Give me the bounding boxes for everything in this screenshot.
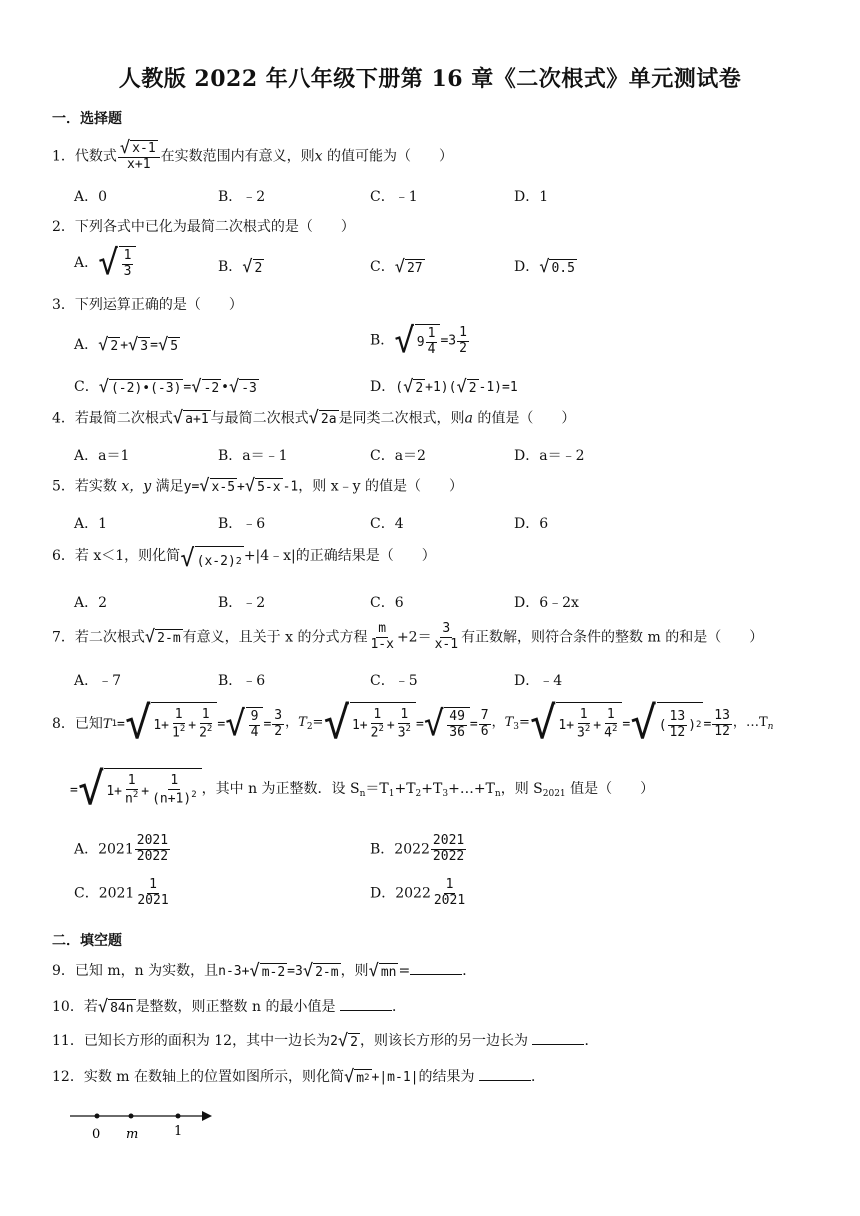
question-9: 9．已知 m，n 为实数，且n-3+ √ m-2 =3 √ 2-m ，则 √ mn = ． xyxy=(52,960,477,981)
option-c: C． √ (-2)•(-3) = √ -2 • √ -3 xyxy=(74,377,257,397)
question-8: 8． 已知 T 1 = √ 1 + $\frac{1}{1^2}$ + $\frac{1}{2^2}$ = √ $\frac{9}{4}$ = $\frac{3}{2}$ ，$T_2=$ √ 1 + $\frac{1}{2^2}$ + $\frac{1}{3^2}$ = √ $\frac{49}{36}$ = $\frac{7}{6}$ ，$T_3=$ √ 1 + $\frac{1}{3^2}$ + $\frac{1}{4^2}$ = √ ( $\frac{13}{12}$ ) 2 = $\frac{13}{12}$ ，$\dots T_n$ xyxy=(52,698,774,749)
tick-label-m: m xyxy=(126,1127,139,1142)
answer-blank[interactable] xyxy=(340,998,392,1011)
option-b: B．a＝﹣1 xyxy=(218,448,288,464)
point-zero xyxy=(95,1114,100,1119)
option-d: D．1 xyxy=(514,189,549,205)
tick-label-one: 1 xyxy=(174,1124,183,1139)
option-c: C．﹣1 xyxy=(370,189,418,205)
option-c: C．﹣5 xyxy=(370,673,418,689)
option-a: A．1 xyxy=(74,516,108,532)
option-a: A． √ 2 + √ 3 = √ 5 xyxy=(74,335,179,355)
section-fill-heading: 二．填空题 xyxy=(52,933,122,949)
question-8-cont: = √ 1 + $\frac{1}{n^2}$ + $\frac{1}{(n+1)^2}$ ，其中 n 为正整数．设 $S_n=T_1+T_2+T_3+\dots+T_n$，则 $S_{2021}$ 值是（ ） xyxy=(70,764,655,815)
question-5: 5．若实数 x，y 满足y= √ x-5 + √ 5-x -1，则 x﹣y 的值是（ ） xyxy=(52,476,463,496)
option-d: D． √ 0.5 xyxy=(514,256,575,277)
option-c: C．a＝2 xyxy=(370,448,426,464)
option-d: D．6 xyxy=(514,516,549,532)
option-d: D．a＝﹣2 xyxy=(514,448,585,464)
option-d: D．﹣4 xyxy=(514,673,563,689)
option-b: B．﹣6 xyxy=(218,516,266,532)
question-2: 2．下列各式中已化为最简二次根式的是（ ） xyxy=(52,219,355,235)
option-b: B．﹣6 xyxy=(218,673,266,689)
question-1: 1．代数式 √ x-1 x+1 在实数范围内有意义，则x 的值可能为（ ） xyxy=(52,138,454,172)
option-a: A．﹣7 xyxy=(74,673,122,689)
option-b: B． √ 2 xyxy=(218,256,263,277)
answer-blank[interactable] xyxy=(479,1068,531,1081)
option-d: D．( √ 2 +1)( √ 2 -1)=1 xyxy=(370,377,518,397)
answer-blank[interactable] xyxy=(410,962,462,975)
option-a: A．a＝1 xyxy=(74,448,130,464)
question-3: 3．下列运算正确的是（ ） xyxy=(52,297,243,313)
question-11: 11．已知长方形的面积为 12，其中一边长为2 √ 2 ，则该长方形的另一边长为 ． xyxy=(52,1030,599,1051)
option-b: B．﹣2 xyxy=(218,189,266,205)
point-m xyxy=(129,1114,134,1119)
question-12: 12．实数 m 在数轴上的位置如图所示，则化简 √ m 2 +|m-1|的结果为 ． xyxy=(52,1066,545,1087)
question-4: 4．若最简二次根式 √ a+1 与最简二次根式 √ 2a 是同类二次根式，则a 的值是（ ） xyxy=(52,408,576,428)
question-7: 7．若二次根式 √ 2-m 有意义，且关于 x 的分式方程 $\frac{m}{1-x}$ +2＝ $\frac{3}{x-1}$ 有正数解，则符合条件的整数 m 的和是（ ） xyxy=(52,621,764,652)
tick-label-zero: 0 xyxy=(92,1127,101,1142)
page-title: 人教版 2022 年八年级下册第 16 章《二次根式》单元测试卷 xyxy=(118,66,742,92)
question-number: 1． xyxy=(52,148,75,165)
option-d: D．2022 $\frac{1}{2021}$ xyxy=(370,877,466,908)
option-d: D．6﹣2x xyxy=(514,595,579,611)
section-choice-heading: 一．选择题 xyxy=(52,111,122,127)
number-line xyxy=(70,1104,230,1144)
option-c: C．2021 $\frac{1}{2021}$ xyxy=(74,877,169,908)
option-a: A．2 xyxy=(74,595,108,611)
answer-blank[interactable] xyxy=(532,1032,584,1045)
option-a: A．2021 $\frac{2021}{2022}$ xyxy=(74,833,169,864)
option-c: C． √ 27 xyxy=(370,256,423,277)
question-6: 6．若 x＜1，则化简 √ (x-2) 2 +|4﹣x|的正确结果是（ ） xyxy=(52,544,436,572)
option-a: A． √ $\frac{1}{3}$ xyxy=(74,246,136,280)
point-one xyxy=(176,1114,181,1119)
option-b: B．2022 $\frac{2021}{2022}$ xyxy=(370,833,465,864)
option-b: B． √ 9 $\frac{1}{4}$ =3 $\frac{1}{2}$ xyxy=(370,321,467,361)
option-c: C．4 xyxy=(370,516,404,532)
fraction: √ x-1 x+1 xyxy=(118,140,160,173)
option-a: A．0 xyxy=(74,189,108,205)
question-10: 10．若 √ 84n 是整数，则正整数 n 的最小值是 ． xyxy=(52,996,406,1017)
option-c: C．6 xyxy=(370,595,404,611)
option-b: B．﹣2 xyxy=(218,595,266,611)
